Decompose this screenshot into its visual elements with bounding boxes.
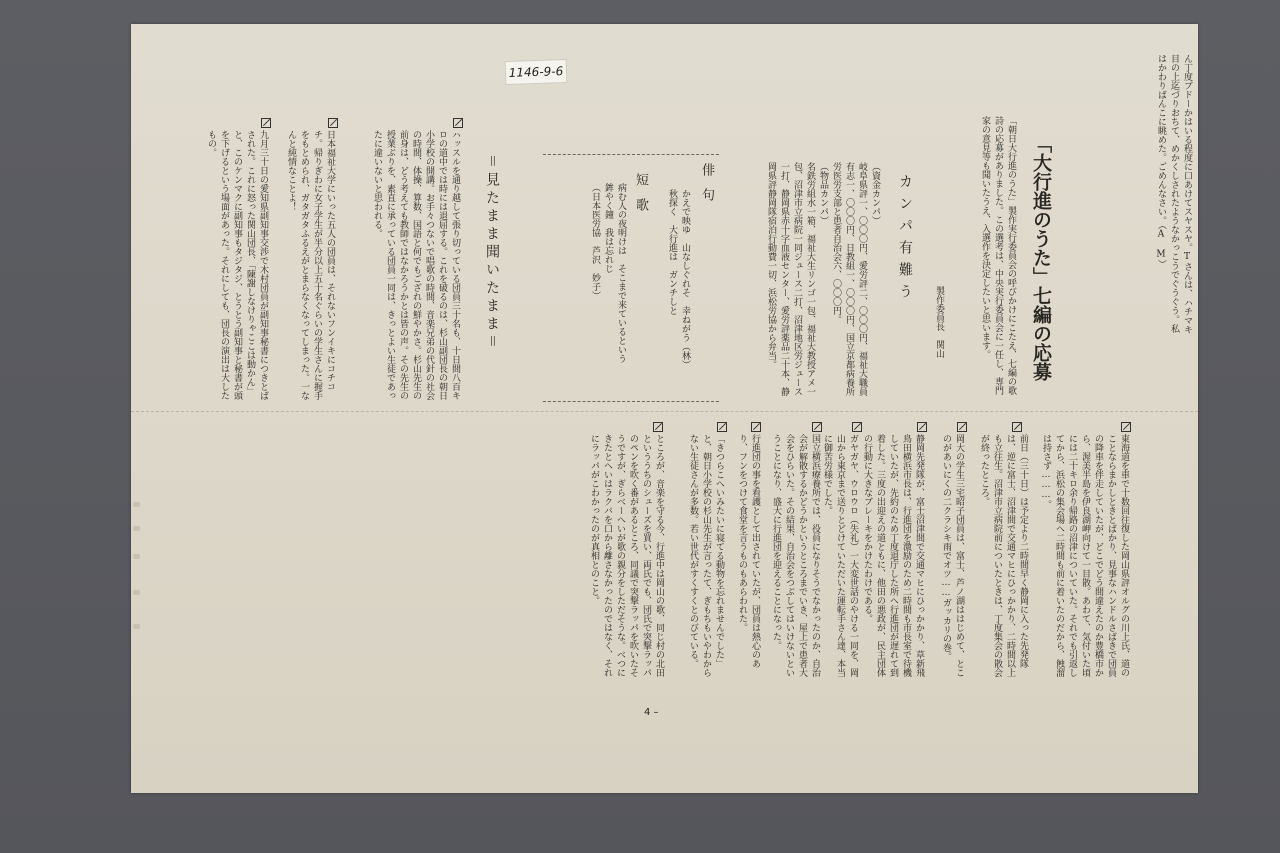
intro-text: ん丁度ブドーかはいる程度に口あけてスヤスヤ。Tさんは、ハチマキ目の上迄づりおちて、めかくしされたようなかっこうでぐうぐう。私はかわりばんこに眺めた。ごめんなさい。（A M） — [1156, 54, 1192, 334]
lower-item-6: 国立横浜療養所では、役員になりそうでなかったのか、自治会が解散するかどうかというところまでいき、屋上で患者大会をひらいた。その結果、自治会をつぶしてはいけないということになり、盛大に行進団を迎えることになった。 — [771, 434, 820, 677]
checkbox-mark-icon — [1121, 422, 1131, 432]
checkbox-mark-icon — [917, 422, 927, 432]
page-number: 4 – — [644, 707, 659, 718]
catalog-number-sticker: 1146-9-6 — [505, 59, 568, 85]
haiku-heading: 俳句 — [699, 163, 714, 213]
column-title: ＝見たまま聞いたまま＝ — [484, 154, 500, 352]
march-song-signature: 製作委員長 関山 — [934, 286, 944, 358]
checkbox-mark-icon — [717, 422, 727, 432]
lower-item-8: 「きつらこへいみたいに寝てる動物を忘れませんでした」と、朝日小学校の杉山先生が言ったて、ぎもちもいやわからない生徒さんが多数。若い世代がすくすくとのびている。 — [688, 434, 724, 677]
checkbox-mark-icon — [751, 422, 761, 432]
checkbox-mark-icon — [328, 118, 338, 128]
poems-box — [543, 154, 719, 402]
checkbox-mark-icon — [653, 422, 663, 432]
lower-item-4: 静岡先発隊が、富士沼津間で交通マヒにひっかかり、草新飛鳥田横浜市長は、行進団を激励のため二時間も市長室で待機していたが、先約のため丁度退庁した所へ行進団が遅れて到着した。三度の出迎えの道ともに、他田の悪政が、民主団体の行動に大きなブレーキをかけたわけである。 — [862, 434, 924, 677]
lower-item-1: 東海道を車で十数回往復した岡山県評オルグの川上氏、道のことならまかしときとばかり、見事なハンドルさばきで団員の降車を伴走していたが、どこでどう間違えたのか豊橋市から、渥美半島を伊良湖岬向けて一目散。あわて、気付いた頃には二十キロ余り帰路の沼津についていた。それでも引返してから、浜松の集会場へ二時間も前に着いたのだから、蝕溜は持さず………。 — [1041, 434, 1129, 677]
donations-body: （資金カンパ） 岐阜県評一、〇〇〇円、愛労評二、〇〇〇円、福祉大職員有志一、〇〇〇円、日教組一、〇〇〇円、国立京都病養所労医労支部と患者自治会六、〇〇〇円。 （物品カンパ） 名鉄労組水一箱、福祉大生リンゴ一包、福祉大教授アメ一包、沼津市立病院一同ジュース二打、沼津地区労ジュース一打、静岡県赤十字血液センター、愛労評薬品二十本、静岡県評静岡隊宿泊行動費一切、浜松労協から弁当。 — [766, 162, 880, 396]
lower-item-9: ところが、音楽を守る今、行進中は岡山の歌、同じ村の北田といううちのシューズを買い、両氏でも、団氏で突撃ラッパのペンを吹く番があるところ、同議で突撃ラッパを吹いたそうですが、ぎらべーへいが歌の親分をしただそうな。べつにきたとへいはラクバを口から離さなかったのではなく、それにラッパがこわかったのが真相とのこと。 — [589, 434, 664, 677]
column-item-3: 九月三十日の愛知県副知事交渉で木村団員が副知事秘書につきとばされた。これに怒った関山団長、「陳謝しなけりゃここは動かん」と、このケンマクに副知事もタジタジ、とうとう副知事と秘書が頭を下げるという場面があった。それにしても、団長の演出は大したもの。 — [206, 130, 268, 400]
fold-line — [131, 411, 1198, 412]
tanka-heading: 短歌 — [633, 173, 648, 223]
checkbox-mark-icon — [1012, 422, 1022, 432]
tanka-text: 病む人の夜明けは そこまで来ているという 鉾やく鐘 我は忘れじ （日本医労協 芦沢 妙子） — [590, 183, 626, 363]
page-number-value: 4 — [644, 707, 651, 718]
checkbox-mark-icon — [957, 422, 967, 432]
checkbox-mark-icon — [812, 422, 822, 432]
lower-item-2: 前日（三十日）は予定より二時間早く静岡に入った先発隊は、逆に富士、沼津間で交通マヒにひっかかり、二時間以上も立往生。沼津市立病院前についたときは、丁度集会の散会が終ったところ。 — [979, 434, 1028, 677]
lower-item-7: 行進団の事を看護として出されていたが、団員は熱心のあり、フンをつけて食堂を言うものもあらわれた。 — [737, 434, 760, 668]
lower-item-5: ガヤガヤ、ウロウロ（失礼）一大変世話のやける一同を、岡山から東京まで送りとどけていただいた運転手さん達、本当に御苦労様でした。 — [822, 434, 858, 677]
march-song-title: 「大行進のうた」七編の応募 — [1030, 134, 1052, 381]
checkbox-mark-icon — [453, 118, 463, 128]
column-item-1: ハッスルを通り越して張り切っている団員三十名も、十日間八百キロの道中では時には退屈する。これを破るのは、杉山副団長の朝日小学校の開講。お手々つないで唱歌の時間、音楽兄弟の代針の社会の時間、体操、算数、国語と何でもござれの鮮やかさ。杉山先生の前身は、どう考えても教師ではなかろうかとは皆の声。その先生の授業ぶりを、素直に承っている団員一同は、きっとよい生徒であったに違いないと思われる。 — [372, 130, 460, 400]
newsletter-sheet — [131, 24, 1198, 793]
lower-item-3: 岡大の学生三宅昭子団員は、富士、芦ノ湖ははじめて、とこのがあいにくの二クラシキ雨でオツ……ガッカリの巻。 — [941, 434, 964, 677]
column-item-2: 日本福祉大学にいった五人の団員は、それないフンイキにコチコチ。帰りぎわに女子学生が半分以上五十名ぐらいの学生さんに握手をもとめられ、ガタガタふるえがとまらなくなってしまった。一なんと純情なことよ！ — [286, 130, 335, 400]
binding-holes — [131, 494, 143, 644]
march-song-body: 「朝日大行進のうた」製作実行委員会の呼びかけにこたえ、七編の歌詩の応募がありました。この選考は、中央実行委員会に一任し、専門家の意見等も聞いたうえ、入選作を決定したいと思います。 — [980, 116, 1016, 395]
donations-title: カンパ有難う — [897, 174, 913, 306]
checkbox-mark-icon — [852, 422, 862, 432]
haiku-text: かえで映ゆ 山なしぐれそ 幸ねがう（林） 秋探く 大行進は ガンチしと — [667, 189, 690, 369]
checkbox-mark-icon — [261, 118, 271, 128]
